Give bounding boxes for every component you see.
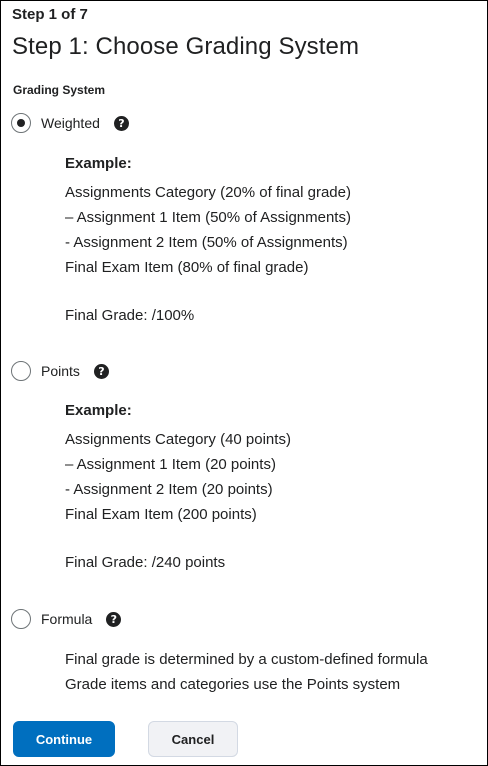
points-example	[65, 398, 291, 575]
points-radio[interactable]	[11, 361, 31, 381]
weighted-radio[interactable]	[11, 113, 31, 133]
points-label[interactable]: Points	[41, 363, 80, 379]
formula-radio[interactable]	[11, 609, 31, 629]
weighted-example	[65, 151, 351, 328]
option-points[interactable]	[11, 359, 109, 383]
cancel-button[interactable]: Cancel	[148, 721, 238, 757]
example-line: - Assignment 2 Item (20 points)	[65, 481, 273, 498]
formula-description	[65, 647, 428, 697]
grading-system-label: Grading System	[13, 83, 106, 97]
example-line: - Assignment 2 Item (50% of Assignments)	[65, 234, 348, 251]
option-formula[interactable]	[11, 607, 121, 631]
weighted-label[interactable]: Weighted	[41, 115, 100, 131]
example-final-grade: Final Grade: /100%	[65, 307, 195, 324]
example-final-grade: Final Grade: /240 points	[65, 554, 226, 571]
formula-label[interactable]: Formula	[41, 611, 93, 627]
help-circle-icon[interactable]: ?	[94, 364, 109, 379]
example-line: – Assignment 1 Item (50% of Assignments)	[65, 209, 351, 226]
step-counter: Step 1 of 7	[12, 6, 88, 23]
help-circle-icon[interactable]: ?	[114, 116, 129, 131]
option-weighted[interactable]	[11, 111, 129, 135]
example-line: – Assignment 1 Item (20 points)	[65, 456, 276, 473]
continue-button[interactable]: Continue	[13, 721, 115, 757]
page-title: Step 1: Choose Grading System	[12, 33, 360, 60]
formula-line: Grade items and categories use the Points system	[65, 676, 401, 693]
example-heading: Example:	[65, 402, 132, 419]
example-line: Final Exam Item (80% of final grade)	[65, 259, 309, 276]
help-circle-icon[interactable]: ?	[106, 612, 121, 627]
example-line: Assignments Category (20% of final grade)	[65, 184, 351, 201]
example-line: Final Exam Item (200 points)	[65, 506, 257, 523]
example-heading: Example:	[65, 155, 132, 172]
example-line: Assignments Category (40 points)	[65, 431, 291, 448]
formula-line: Final grade is determined by a custom-defined formula	[65, 651, 428, 668]
